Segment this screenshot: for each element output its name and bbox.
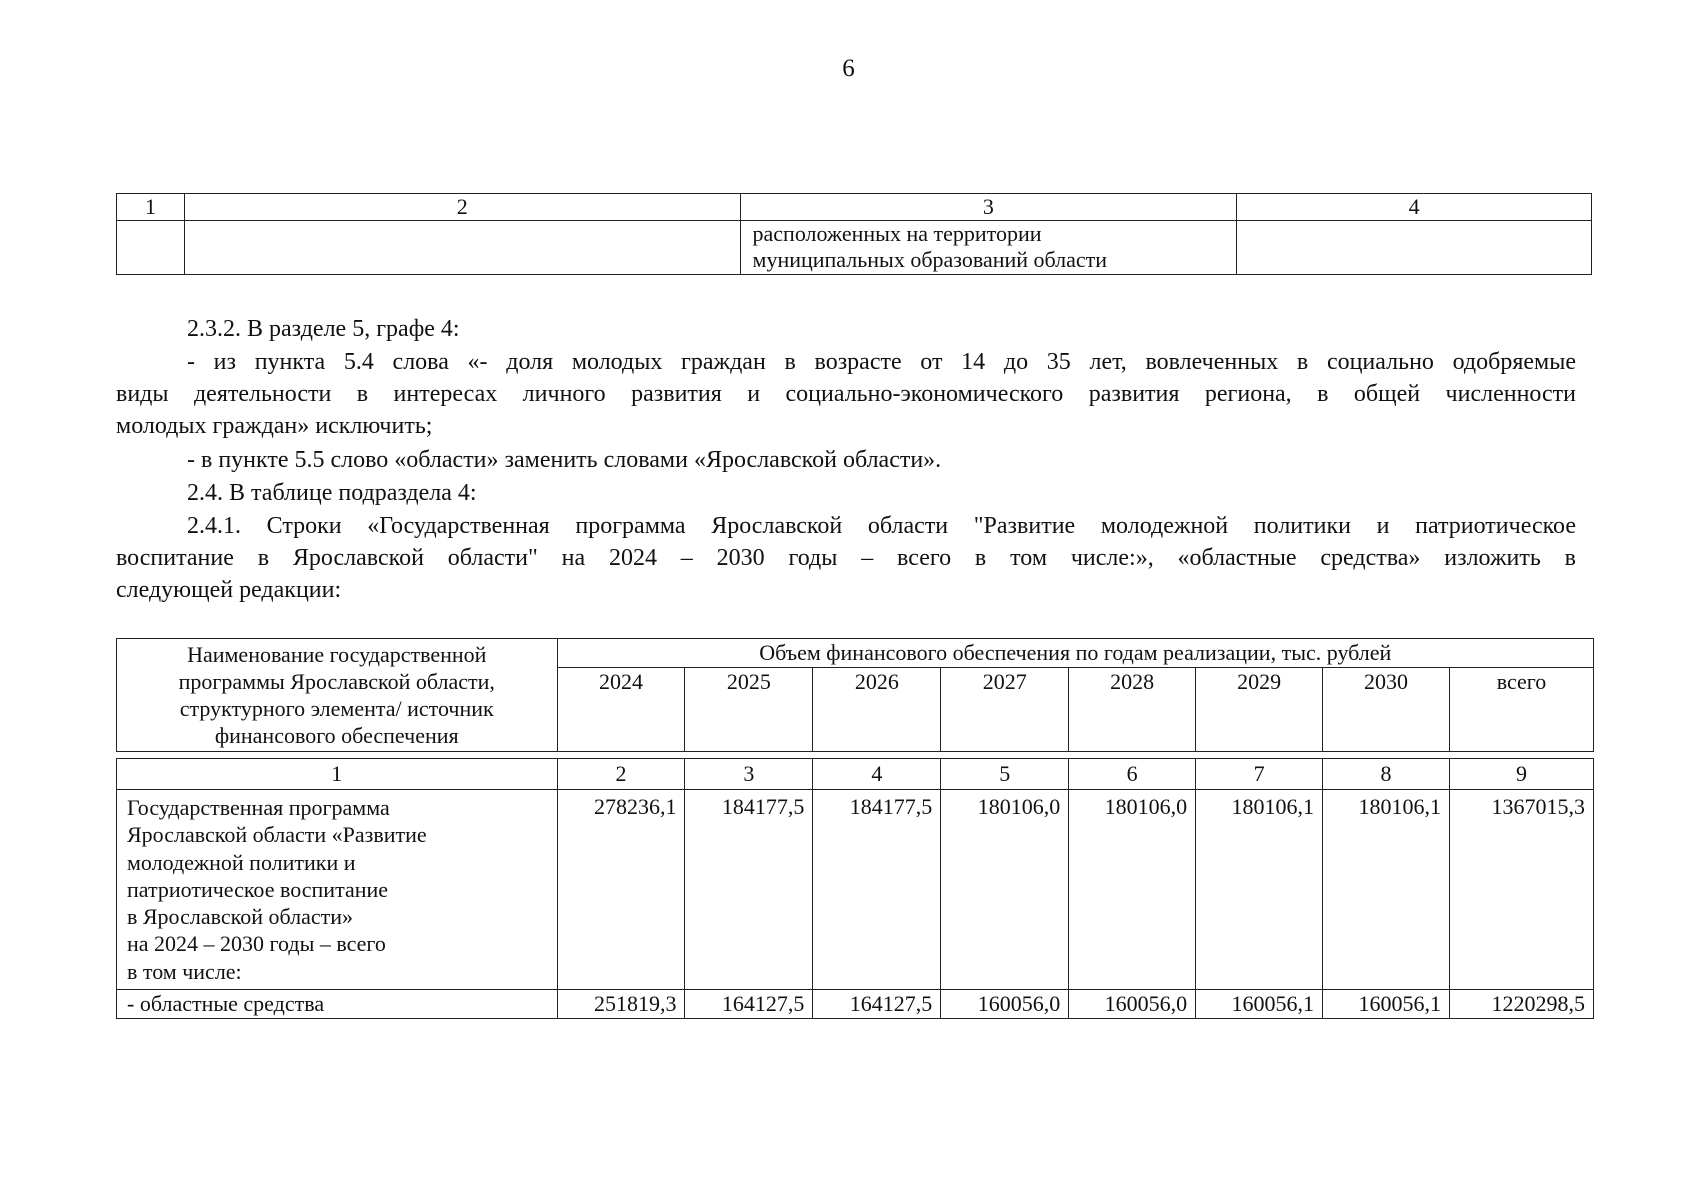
column-number-cell: 2	[557, 759, 685, 790]
value-cell: 160056,0	[1069, 990, 1196, 1019]
year-header-cell: 2029	[1196, 668, 1323, 752]
paragraph-2-4-1	[116, 510, 1576, 606]
value-cell: 160056,1	[1196, 990, 1323, 1019]
program-name-line: в Ярославской области»	[127, 904, 354, 930]
table-row	[117, 790, 1594, 990]
value-cell: 184177,5	[813, 790, 941, 990]
year-header-cell: 2025	[685, 668, 813, 752]
header-line: Наименование государственной	[187, 642, 487, 667]
continued-text-line: расположенных на территории	[752, 221, 1042, 246]
value-cell: 1367015,3	[1449, 790, 1593, 990]
value-cell: 180106,1	[1323, 790, 1450, 990]
year-header-cell: 2030	[1323, 668, 1450, 752]
value-cell: 180106,0	[941, 790, 1069, 990]
header-line: программы Ярославской области,	[178, 669, 495, 694]
year-header-cell: 2028	[1069, 668, 1196, 752]
column-number-cell: 9	[1449, 759, 1593, 790]
continued-table	[116, 193, 1592, 275]
paragraph-line: следующей редакции:	[116, 577, 342, 603]
year-header-cell: 2027	[941, 668, 1069, 752]
program-name-line: патриотическое воспитание	[127, 876, 389, 902]
continued-text-cell	[740, 221, 1237, 275]
column-number-cell: 1	[117, 759, 558, 790]
year-header-cell: 2024	[557, 668, 685, 752]
column-number-row	[117, 759, 1594, 790]
column-number-cell: 3	[685, 759, 813, 790]
program-name-line: в том числе:	[127, 958, 242, 984]
paragraph-line: виды деятельности в интересах личного развития и социально-экономического развития региона, в общей численности	[116, 381, 1576, 407]
continued-text-line: муниципальных образований области	[752, 247, 1108, 272]
name-header-cell	[117, 639, 558, 752]
continued-table-header-row	[117, 194, 1592, 221]
header-line: структурного элемента/ источник	[179, 696, 494, 721]
continued-table-row	[117, 221, 1592, 275]
header-line: финансового обеспечения	[214, 723, 459, 748]
value-cell: 180106,0	[1069, 790, 1196, 990]
value-cell: 278236,1	[557, 790, 685, 990]
program-name-cell	[117, 790, 558, 990]
program-name-line: на 2024 – 2030 годы – всего	[127, 931, 386, 957]
source-name-cell: - областные средства	[117, 990, 558, 1019]
column-number-cell: 1	[117, 194, 185, 221]
empty-cell	[1237, 221, 1592, 275]
year-header-cell: 2026	[813, 668, 941, 752]
column-number-cell: 4	[813, 759, 941, 790]
paragraph-item-5-5: - в пункте 5.5 слово «области» заменить словами «Ярославской области».	[187, 447, 942, 473]
program-name-line: Ярославской области «Развитие	[127, 822, 427, 848]
column-number-cell: 8	[1323, 759, 1450, 790]
table-gap	[117, 752, 1594, 759]
value-cell: 160056,1	[1323, 990, 1450, 1019]
year-header-cell: всего	[1449, 668, 1593, 752]
column-number-cell: 2	[184, 194, 740, 221]
page-number: 6	[842, 55, 855, 82]
paragraph-item-5-4	[116, 346, 1576, 442]
column-number-cell: 4	[1237, 194, 1592, 221]
column-number-cell: 7	[1196, 759, 1323, 790]
value-cell: 160056,0	[941, 990, 1069, 1019]
column-number-cell: 6	[1069, 759, 1196, 790]
value-cell: 164127,5	[813, 990, 941, 1019]
finance-header-row	[117, 639, 1594, 668]
value-cell: 164127,5	[685, 990, 813, 1019]
value-cell: 251819,3	[557, 990, 685, 1019]
paragraph-line: воспитание в Ярославской области" на 2024 – 2030 годы – всего в том числе:», «областные средства» изложить в	[116, 545, 1576, 571]
column-number-cell: 3	[740, 194, 1237, 221]
value-cell: 1220298,5	[1449, 990, 1593, 1019]
empty-cell	[117, 221, 185, 275]
value-cell: 180106,1	[1196, 790, 1323, 990]
column-number-cell: 5	[941, 759, 1069, 790]
program-name-line: молодежной политики и	[127, 849, 356, 875]
paragraph-2-4: 2.4. В таблице подраздела 4:	[187, 480, 477, 506]
empty-cell	[184, 221, 740, 275]
value-cell: 184177,5	[685, 790, 813, 990]
paragraph-line: молодых граждан» исключить;	[116, 413, 433, 439]
paragraph-line: - из пункта 5.4 слова «- доля молодых граждан в возрасте от 14 до 35 лет, вовлеченных в социально одобряемые	[187, 349, 1576, 375]
paragraph-2-3-2: 2.3.2. В разделе 5, графе 4:	[187, 316, 460, 342]
program-name-line: Государственная программа	[127, 795, 390, 820]
group-header-cell: Объем финансового обеспечения по годам реализации, тыс. рублей	[557, 639, 1593, 668]
paragraph-line: 2.4.1. Строки «Государственная программа Ярославской области "Развитие молодежной политики и патриотическое	[187, 513, 1576, 539]
table-row	[117, 990, 1594, 1019]
finance-table	[116, 638, 1594, 1019]
